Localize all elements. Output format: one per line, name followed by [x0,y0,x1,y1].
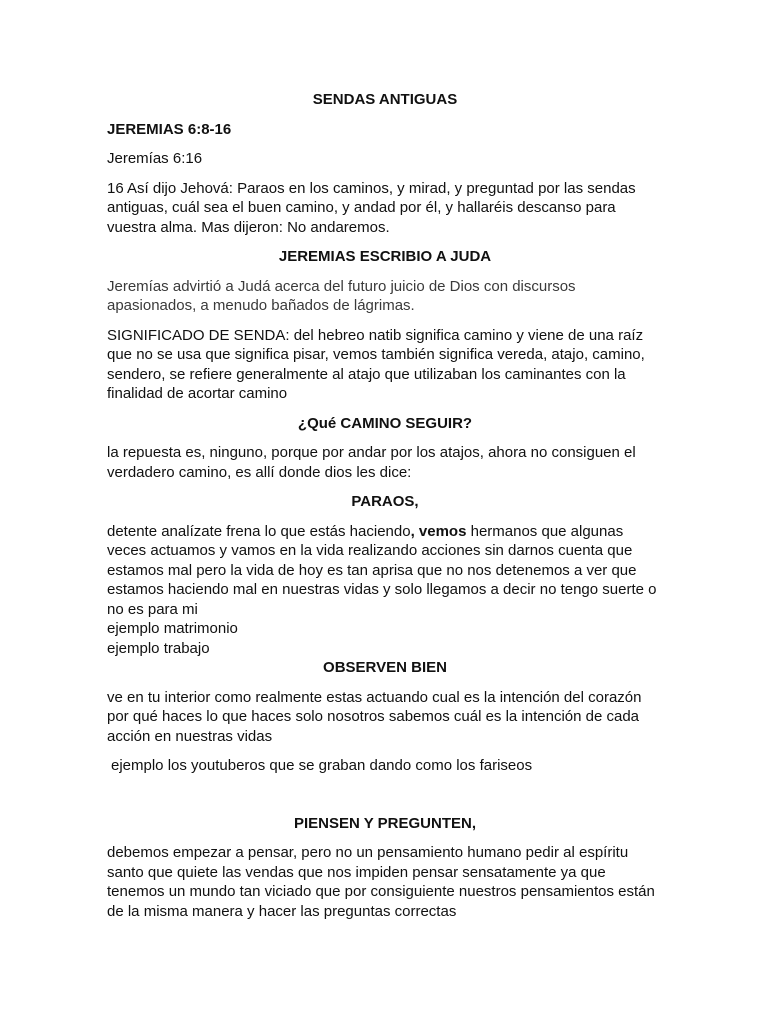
example-youtubers: ejemplo los youtuberos que se graban dando como los fariseos [111,757,533,774]
paraos-bold-text: , vemos [410,522,467,540]
document-page [107,90,663,931]
scripture-reference: JEREMIAS 6:8-16 [107,120,232,138]
paraos-text-start: detente analízate frena lo que estás haciendo [107,522,411,540]
heading-piensen: PIENSEN Y PREGUNTEN, [294,814,476,832]
example-marriage: ejemplo matrimonio [107,620,238,637]
blank-line [107,786,663,814]
paraos-text-end: hermanos que algunas veces actuamos y vamos en la vida realizando acciones sin darnos cuenta que estamos mal pero la vida de hoy es tan aprisa que no nos detenemos a ver que estamos haciendo mal en nuestras vidas y solo llegamos a decir no tengo suerte o no es para mi [107,522,657,618]
heading-which-path: ¿Qué CAMINO SEGUIR? [297,414,473,432]
piensen-paragraph: debemos empezar a pensar, pero no un pensamiento humano pedir al espíritu santo que quiete las vendas que nos impiden pensar sensatamente ya que tenemos un mundo tan viciado que por consiguiente nuestros pensamientos están de la misma manera y hacer las preguntas correctas [107,844,655,920]
verse-text: 16 Así dijo Jehová: Paraos en los caminos, y mirad, y preguntad por las sendas antiguas, cuál sea el buen camino, y andad por él, y hallaréis descanso para vuestra alma. Mas dijeron: No andaremos. [107,179,636,236]
heading-judah: JEREMIAS ESCRIBIO A JUDA [278,248,492,265]
verse-reference: Jeremías 6:16 [107,150,203,167]
document-title: SENDAS ANTIGUAS [312,91,458,108]
paraos-paragraph [107,522,663,620]
example-work: ejemplo trabajo [107,639,210,657]
which-path-paragraph: la repuesta es, ninguno, porque por andar por los atajos, ahora no consiguen el verdadero camino, es allí donde dios les dice: [107,444,636,481]
observen-paragraph: ve en tu interior como realmente estas actuando cual es la intención del corazón por qué haces lo que haces solo nosotros sabemos cuál es la intención de cada acción en nuestras vidas [107,688,642,745]
judah-paragraph: Jeremías advirtió a Judá acerca del futuro juicio de Dios con discursos apasionados, a menudo bañados de lágrimas. [107,277,576,314]
heading-observen: OBSERVEN BIEN [323,659,447,676]
senda-meaning-paragraph: SIGNIFICADO DE SENDA: del hebreo natib significa camino y viene de una raíz que no se usa que significa pisar, vemos también significa vereda, atajo, camino, sendero, se refiere generalmente al atajo que utilizaban los caminantes con la finalidad de acortar camino [107,326,645,402]
heading-paraos: PARAOS, [351,493,419,510]
